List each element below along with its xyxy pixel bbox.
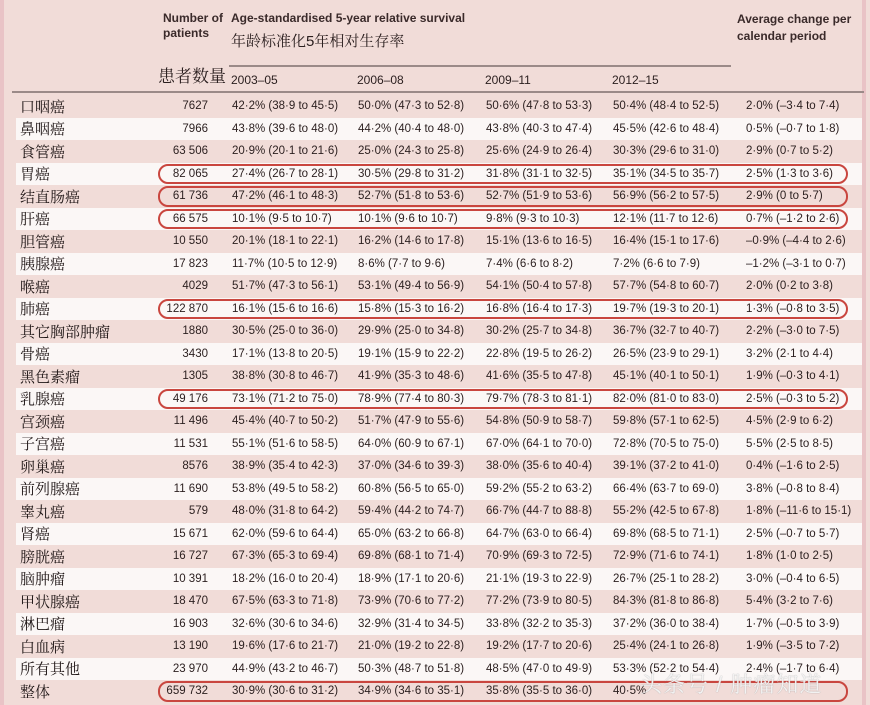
table-row: [16, 500, 862, 523]
average-change: 2·5% (–0·3 to 5·2): [746, 392, 840, 405]
survival-2009-11: 30·2% (25·7 to 34·8): [486, 325, 593, 338]
table-row: [16, 343, 862, 366]
cancer-type: 所有其他: [20, 661, 81, 679]
survival-2009-11: 38·0% (35·6 to 40·4): [486, 460, 593, 473]
survival-2003-05: 42·2% (38·9 to 45·5): [232, 100, 339, 113]
survival-header-cn: 年龄标准化5年相对生存率: [231, 33, 405, 50]
average-change: 0·5% (–0·7 to 1·8): [746, 122, 840, 135]
survival-2006-08: 18·9% (17·1 to 20·6): [358, 572, 465, 585]
table-row: [16, 635, 862, 658]
cancer-type: 黑色素瘤: [20, 368, 81, 386]
survival-2006-08: 29·9% (25·0 to 34·8): [358, 325, 465, 338]
patient-count: 10 391: [172, 572, 208, 585]
survival-2003-05: 32·6% (30·6 to 34·6): [232, 617, 339, 630]
average-change: 3·0% (–0·4 to 6·5): [746, 572, 840, 585]
table-top-rule: [12, 91, 864, 93]
average-change: 1·9% (–3·5 to 7·2): [746, 640, 840, 653]
patient-count: 7966: [182, 122, 208, 135]
survival-2009-11: 43·8% (40·3 to 47·4): [486, 122, 593, 135]
table-row: [16, 523, 862, 546]
survival-2009-11: 9·8% (9·3 to 10·3): [486, 212, 580, 225]
patient-count: 63 506: [172, 145, 208, 158]
average-change-header: Average change per calendar period: [737, 12, 852, 43]
survival-2003-05: 44·9% (43·2 to 46·7): [232, 662, 339, 675]
survival-2009-11: 64·7% (63·0 to 66·4): [486, 527, 593, 540]
number-of-patients-header: Number of patients: [163, 11, 223, 40]
survival-2006-08: 19·1% (15·9 to 22·2): [358, 347, 465, 360]
survival-2009-11: 50·6% (47·8 to 53·3): [486, 100, 593, 113]
survival-2003-05: 16·1% (15·6 to 16·6): [232, 302, 339, 315]
average-change: 2·5% (–0·7 to 5·7): [746, 527, 840, 540]
cancer-type: 喉癌: [20, 278, 51, 296]
patient-count: 7627: [182, 100, 208, 113]
survival-2006-08: 50·3% (48·7 to 51·8): [358, 662, 465, 675]
survival-2012-15: 66·4% (63·7 to 69·0): [613, 482, 720, 495]
survival-2012-15: 56·9% (56·2 to 57·5): [613, 190, 720, 203]
survival-2006-08: 25·0% (24·3 to 25·8): [358, 145, 465, 158]
average-change: 4·5% (2·9 to 6·2): [746, 415, 833, 428]
table-row: [16, 140, 862, 163]
cancer-type: 口咽癌: [20, 98, 66, 116]
cancer-type: 食管癌: [20, 143, 66, 161]
survival-2006-08: 78·9% (77·4 to 80·3): [358, 392, 465, 405]
survival-2006-08: 41·9% (35·3 to 48·6): [358, 370, 465, 383]
survival-2003-05: 30·5% (25·0 to 36·0): [232, 325, 339, 338]
period-header-4: 2012–15: [612, 73, 659, 87]
patient-count: 579: [188, 505, 208, 518]
patient-count: 23 970: [172, 662, 208, 675]
patient-count: 122 870: [166, 302, 208, 315]
survival-2003-05: 55·1% (51·6 to 58·5): [232, 437, 339, 450]
survival-2003-05: 30·9% (30·6 to 31·2): [232, 685, 339, 698]
table-row: [16, 433, 862, 456]
survival-2006-08: 52·7% (51·8 to 53·6): [358, 190, 465, 203]
cancer-type: 子宫癌: [20, 436, 66, 454]
survival-2003-05: 17·1% (13·8 to 20·5): [232, 347, 339, 360]
average-change: 2·0% (–3·4 to 7·4): [746, 100, 840, 113]
survival-2009-11: 79·7% (78·3 to 81·1): [486, 392, 593, 405]
cancer-type: 肝癌: [20, 211, 51, 229]
table-row: [16, 568, 862, 591]
survival-2012-15: 57·7% (54·8 to 60·7): [613, 280, 720, 293]
survival-2012-15: 72·9% (71·6 to 74·1): [613, 550, 720, 563]
patient-count: 11 496: [173, 415, 208, 428]
survival-2009-11: 16·8% (16·4 to 17·3): [486, 302, 593, 315]
survival-2012-15: 26·5% (23·9 to 29·1): [613, 347, 720, 360]
survival-2003-05: 20·1% (18·1 to 22·1): [232, 235, 339, 248]
survival-2009-11: 77·2% (73·9 to 80·5): [486, 595, 593, 608]
average-change: 5·4% (3·2 to 7·6): [746, 595, 833, 608]
table-row: [16, 208, 862, 231]
survival-2009-11: 54·1% (50·4 to 57·8): [486, 280, 593, 293]
patient-count: 16 903: [172, 617, 208, 630]
table-row: [16, 185, 862, 208]
survival-2012-15: 36·7% (32·7 to 40·7): [613, 325, 720, 338]
average-change: 2·9% (0·7 to 5·2): [746, 145, 833, 158]
survival-2003-05: 11·7% (10·5 to 12·9): [232, 257, 338, 270]
survival-2003-05: 53·8% (49·5 to 58·2): [232, 482, 339, 495]
patient-count: 1305: [182, 370, 208, 383]
cancer-type: 甲状腺癌: [20, 593, 81, 611]
cancer-type: 宫颈癌: [20, 413, 66, 431]
patient-count: 13 190: [172, 640, 208, 653]
average-change: –0·9% (–4·4 to 2·6): [746, 235, 846, 248]
survival-2009-11: 25·6% (24·9 to 26·4): [486, 145, 593, 158]
survival-2009-11: 41·6% (35·5 to 47·8): [486, 370, 593, 383]
survival-2012-15: 35·1% (34·5 to 35·7): [613, 167, 720, 180]
survival-2003-05: 51·7% (47·3 to 56·1): [232, 280, 339, 293]
survival-2003-05: 47·2% (46·1 to 48·3): [232, 190, 339, 203]
patient-count: 17 823: [172, 257, 208, 270]
survival-2006-08: 30·5% (29·8 to 31·2): [358, 167, 465, 180]
average-change: –1·2% (–3·1 to 0·7): [746, 257, 846, 270]
survival-2003-05: 62·0% (59·6 to 64·4): [232, 527, 339, 540]
table-row: [16, 253, 862, 276]
survival-2006-08: 10·1% (9·6 to 10·7): [358, 212, 458, 225]
table-row: [16, 95, 862, 118]
cancer-type: 淋巴瘤: [20, 616, 66, 634]
survival-2012-15: 26·7% (25·1 to 28·2): [613, 572, 720, 585]
patient-count: 66 575: [172, 212, 208, 225]
cancer-type: 肺癌: [20, 301, 51, 319]
survival-2012-15: 25·4% (24·1 to 26·8): [613, 640, 720, 653]
patient-count: 4029: [182, 280, 208, 293]
survival-2012-15: 45·1% (40·1 to 50·1): [613, 370, 720, 383]
survival-2009-11: 22·8% (19·5 to 26·2): [486, 347, 593, 360]
survival-2003-05: 67·5% (63·3 to 71·8): [232, 595, 339, 608]
survival-2009-11: 15·1% (13·6 to 16·5): [486, 235, 593, 248]
survival-2009-11: 67·0% (64·1 to 70·0): [486, 437, 593, 450]
average-change: 2·0% (0·2 to 3·8): [746, 280, 833, 293]
period-header-2: 2006–08: [357, 73, 404, 87]
table-header: [0, 0, 870, 92]
survival-2009-11: 33·8% (32·2 to 35·3): [486, 617, 593, 630]
survival-2003-05: 73·1% (71·2 to 75·0): [232, 392, 339, 405]
patient-count: 18 470: [172, 595, 208, 608]
patient-count: 82 065: [172, 167, 208, 180]
cancer-type: 骨癌: [20, 346, 51, 364]
average-change: 2·5% (1·3 to 3·6): [746, 167, 833, 180]
survival-2003-05: 19·6% (17·6 to 21·7): [232, 640, 339, 653]
cancer-type: 白血病: [20, 638, 66, 656]
survival-2003-05: 43·8% (39·6 to 48·0): [232, 122, 339, 135]
survival-2006-08: 34·9% (34·6 to 35·1): [358, 685, 465, 698]
table-row: [16, 275, 862, 298]
survival-2003-05: 48·0% (31·8 to 64·2): [232, 505, 339, 518]
survival-2009-11: 66·7% (44·7 to 88·8): [486, 505, 593, 518]
cancer-type: 肾癌: [20, 526, 51, 544]
average-change: 3·8% (–0·8 to 8·4): [746, 482, 840, 495]
table-row: [16, 320, 862, 343]
survival-2009-11: 7·4% (6·6 to 8·2): [486, 257, 573, 270]
survival-2006-08: 59·4% (44·2 to 74·7): [358, 505, 465, 518]
survival-2012-15: 45·5% (42·6 to 48·4): [613, 122, 720, 135]
patient-count: 61 736: [172, 190, 208, 203]
table-row: [16, 455, 862, 478]
cancer-type: 整体: [20, 683, 51, 701]
survival-2009-11: 19·2% (17·7 to 20·6): [486, 640, 593, 653]
survival-2006-08: 44·2% (40·4 to 48·0): [358, 122, 465, 135]
survival-2012-15: 72·8% (70·5 to 75·0): [613, 437, 720, 450]
number-of-patients-header-cn: 患者数量: [158, 67, 226, 86]
survival-2003-05: 27·4% (26·7 to 28·1): [232, 167, 339, 180]
survival-2012-15: 53·3% (52·2 to 54·4): [613, 662, 720, 675]
patient-count: 8576: [182, 460, 208, 473]
survival-2009-11: 52·7% (51·9 to 53·6): [486, 190, 593, 203]
average-change: 2·4% (–1·7 to 6·4): [746, 662, 840, 675]
table-row: [16, 163, 862, 186]
cancer-type: 结直肠癌: [20, 188, 81, 206]
table-row: [16, 613, 862, 636]
patient-count: 11 690: [173, 482, 208, 495]
table-body: [16, 95, 862, 703]
survival-2012-15: 59·8% (57·1 to 62·5): [613, 415, 720, 428]
survival-2003-05: 38·8% (30·8 to 46·7): [232, 370, 339, 383]
survival-2012-15: 82·0% (81·0 to 83·0): [613, 392, 720, 405]
patient-count: 49 176: [172, 392, 208, 405]
survival-2003-05: 20·9% (20·1 to 21·6): [232, 145, 339, 158]
cancer-type: 胰腺癌: [20, 256, 66, 274]
survival-2009-11: 54·8% (50·9 to 58·7): [486, 415, 593, 428]
table-row: [16, 478, 862, 501]
survival-2003-05: 18·2% (16·0 to 20·4): [232, 572, 339, 585]
survival-2009-11: 21·1% (19·3 to 22·9): [486, 572, 593, 585]
average-change: 1·8% (1·0 to 2·5): [746, 550, 833, 563]
cancer-type: 鼻咽癌: [20, 121, 66, 139]
table-row: [16, 230, 862, 253]
survival-2006-08: 21·0% (19·2 to 22·8): [358, 640, 465, 653]
average-change: 2·2% (–3·0 to 7·5): [746, 325, 840, 338]
survival-2003-05: 38·9% (35·4 to 42·3): [232, 460, 339, 473]
survival-2006-08: 69·8% (68·1 to 71·4): [358, 550, 465, 563]
survival-2012-15: 40·5%: [613, 685, 647, 698]
survival-2012-15: 30·3% (29·6 to 31·0): [613, 145, 720, 158]
cancer-type: 胃癌: [20, 166, 51, 184]
cancer-type: 其它胸部肿瘤: [20, 323, 111, 341]
survival-2012-15: 50·4% (48·4 to 52·5): [613, 100, 720, 113]
survival-2009-11: 59·2% (55·2 to 63·2): [486, 482, 593, 495]
average-change: 0·7% (–1·2 to 2·6): [746, 212, 840, 225]
survival-2003-05: 10·1% (9·5 to 10·7): [232, 212, 332, 225]
cancer-type: 睾丸癌: [20, 503, 66, 521]
watermark: 头条号 / 肿瘤知道: [640, 672, 823, 697]
table-row: [16, 388, 862, 411]
survival-header: Age-standardised 5-year relative survival: [231, 11, 466, 25]
survival-2009-11: 48·5% (47·0 to 49·9): [486, 662, 593, 675]
survival-2006-08: 60·8% (56·5 to 65·0): [358, 482, 465, 495]
survival-2012-15: 19·7% (19·3 to 20·1): [613, 302, 720, 315]
survival-2012-15: 37·2% (36·0 to 38·4): [613, 617, 720, 630]
cancer-type: 前列腺癌: [20, 481, 81, 499]
cancer-type: 脑肿瘤: [20, 571, 66, 589]
survival-2009-11: 31·8% (31·1 to 32·5): [486, 167, 593, 180]
patient-count: 1880: [182, 325, 208, 338]
table-row: [16, 410, 862, 433]
survival-2006-08: 53·1% (49·4 to 56·9): [358, 280, 465, 293]
survival-2012-15: 55·2% (42·5 to 67·8): [613, 505, 720, 518]
patient-count: 15 671: [172, 527, 208, 540]
survival-2006-08: 64·0% (60·9 to 67·1): [358, 437, 465, 450]
patient-count: 10 550: [172, 235, 208, 248]
patient-count: 11 531: [173, 437, 208, 450]
cancer-type: 乳腺癌: [20, 391, 66, 409]
survival-2012-15: 84·3% (81·8 to 86·8): [613, 595, 720, 608]
survival-2012-15: 69·8% (68·5 to 71·1): [613, 527, 720, 540]
survival-2006-08: 16·2% (14·6 to 17·8): [358, 235, 465, 248]
survival-2012-15: 12·1% (11·7 to 12·6): [613, 212, 719, 225]
table-row: [16, 590, 862, 613]
table-row: [16, 545, 862, 568]
patient-count: 659 732: [166, 685, 208, 698]
survival-2012-15: 16·4% (15·1 to 17·6): [613, 235, 720, 248]
average-change: 0·4% (–1·6 to 2·5): [746, 460, 840, 473]
survival-2003-05: 67·3% (65·3 to 69·4): [232, 550, 339, 563]
header-divider: [229, 65, 731, 67]
patient-count: 3430: [182, 347, 208, 360]
survival-2009-11: 35·8% (35·5 to 36·0): [486, 685, 593, 698]
survival-2006-08: 32·9% (31·4 to 34·5): [358, 617, 465, 630]
average-change: 2·9% (0 to 5·7): [746, 190, 823, 203]
survival-2012-15: 39·1% (37·2 to 41·0): [613, 460, 720, 473]
survival-2006-08: 37·0% (34·6 to 39·3): [358, 460, 465, 473]
survival-2006-08: 50·0% (47·3 to 52·8): [358, 100, 465, 113]
average-change: 1·3% (–0·8 to 3·5): [746, 302, 840, 315]
cancer-type: 卵巢癌: [20, 458, 66, 476]
survival-2006-08: 73·9% (70·6 to 77·2): [358, 595, 465, 608]
survival-2012-15: 7·2% (6·6 to 7·9): [613, 257, 700, 270]
survival-2006-08: 51·7% (47·9 to 55·6): [358, 415, 465, 428]
survival-2003-05: 45·4% (40·7 to 50·2): [232, 415, 339, 428]
survival-2009-11: 70·9% (69·3 to 72·5): [486, 550, 593, 563]
survival-2006-08: 65·0% (63·2 to 66·8): [358, 527, 465, 540]
average-change: 5·5% (2·5 to 8·5): [746, 437, 833, 450]
survival-2006-08: 15·8% (15·3 to 16·2): [358, 302, 465, 315]
average-change: 1·9% (–0·3 to 4·1): [746, 370, 840, 383]
average-change: 1·7% (–0·5 to 3·9): [746, 617, 840, 630]
table-row: [16, 298, 862, 321]
average-change: 1·8% (–11·6 to 15·1): [746, 505, 852, 518]
period-header-3: 2009–11: [485, 73, 531, 87]
patient-count: 16 727: [172, 550, 208, 563]
cancer-type: 膀胱癌: [20, 548, 66, 566]
period-header-1: 2003–05: [231, 73, 278, 87]
average-change: 3·2% (2·1 to 4·4): [746, 347, 833, 360]
table-row: [16, 118, 862, 141]
survival-2006-08: 8·6% (7·7 to 9·6): [358, 257, 445, 270]
cancer-type: 胆管癌: [20, 233, 66, 251]
table-row: [16, 365, 862, 388]
